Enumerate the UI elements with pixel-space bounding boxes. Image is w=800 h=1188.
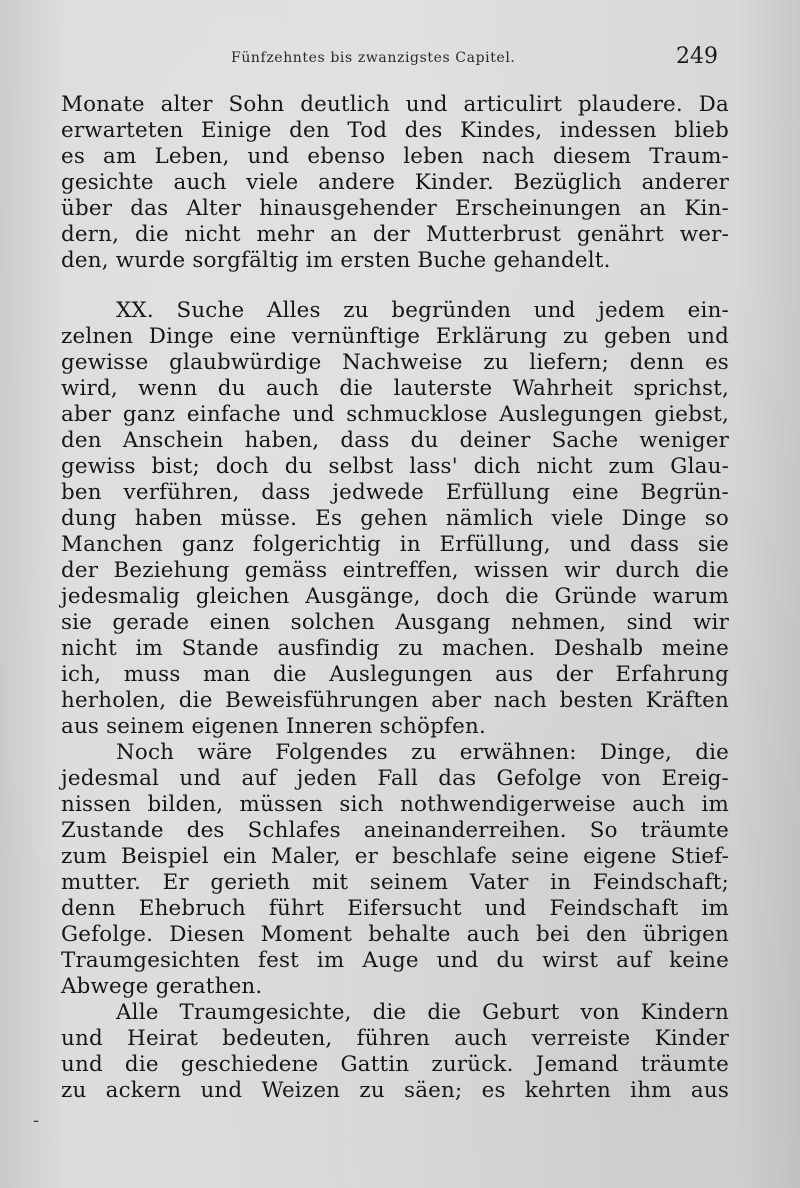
text-line: Zustande des Schlafes aneinanderreihen. So träumte — [61, 818, 729, 843]
text-line: ich, muss man die Auslegungen aus der Erfahrung — [61, 662, 729, 687]
text-line: herholen, die Beweisführungen aber nach besten Kräften — [61, 688, 729, 713]
text-line: ben verführen, dass jedwede Erfüllung eine Begrün- — [61, 480, 729, 505]
text-line: XX. Suche Alles zu begründen und jedem ein- — [116, 298, 729, 323]
text-line: es am Leben, und ebenso leben nach diesem Traum- — [61, 144, 729, 169]
text-line: gewiss bist; doch du selbst lass' dich nicht zum Glau- — [61, 454, 729, 479]
text-line: Monate alter Sohn deutlich und articulirt plaudere. Da — [61, 92, 729, 117]
text-line: wird, wenn du auch die lauterste Wahrheit sprichst, — [61, 376, 729, 401]
text-line: den Anschein haben, dass du deiner Sache weniger — [61, 428, 729, 453]
text-line: zu ackern und Weizen zu säen; es kehrten ihm aus — [61, 1078, 729, 1103]
paragraph-gap — [61, 274, 729, 298]
text-line: nissen bilden, müssen sich nothwendigerweise auch im — [61, 792, 729, 817]
text-line: Noch wäre Folgendes zu erwähnen: Dinge, die — [116, 740, 729, 765]
text-line: aus seinem eigenen Inneren schöpfen. — [61, 714, 486, 739]
text-line: nicht im Stande ausfindig zu machen. Deshalb meine — [61, 636, 729, 661]
paragraph — [61, 298, 729, 740]
text-line: Alle Traumgesichte, die die Geburt von Kindern — [116, 1000, 729, 1025]
text-line: dung haben müsse. Es gehen nämlich viele Dinge so — [61, 506, 729, 531]
page-number: 249 — [676, 44, 718, 69]
text-line: gesichte auch viele andere Kinder. Bezüglich anderer — [61, 170, 729, 195]
page-body — [61, 92, 729, 1104]
text-line: den, wurde sorgfältig im ersten Buche gehandelt. — [61, 248, 611, 273]
text-line: dern, die nicht mehr an der Mutterbrust genährt wer- — [61, 222, 729, 247]
text-line: und die geschiedene Gattin zurück. Jemand träumte — [61, 1052, 729, 1077]
running-head: Fünfzehntes bis zwanzigstes Capitel. — [231, 50, 516, 66]
text-line: denn Ehebruch führt Eifersucht und Feindschaft im — [61, 896, 729, 921]
text-line: über das Alter hinausgehender Erscheinungen an Kin- — [61, 196, 729, 221]
text-line: gewisse glaubwürdige Nachweise zu liefern; denn es — [61, 350, 729, 375]
paragraph — [61, 740, 729, 1000]
text-line: Abwege gerathen. — [61, 974, 263, 999]
text-line: jedesmalig gleichen Ausgänge, doch die Gründe warum — [61, 584, 729, 609]
text-line: Manchen ganz folgerichtig in Erfüllung, und dass sie — [61, 532, 729, 557]
text-line: mutter. Er gerieth mit seinem Vater in Feindschaft; — [61, 870, 729, 895]
text-line: Traumgesichten fest im Auge und du wirst auf keine — [61, 948, 729, 973]
text-line: aber ganz einfache und schmucklose Auslegungen giebst, — [61, 402, 729, 427]
paragraph — [61, 92, 729, 274]
text-line: und Heirat bedeuten, führen auch verreiste Kinder — [61, 1026, 729, 1051]
text-line: sie gerade einen solchen Ausgang nehmen, sind wir — [61, 610, 729, 635]
text-line: zelnen Dinge eine vernünftige Erklärung zu geben und — [61, 324, 729, 349]
paragraph — [61, 1000, 729, 1104]
text-line: jedesmal und auf jeden Fall das Gefolge von Ereig- — [61, 766, 729, 791]
page-header — [0, 44, 800, 74]
text-line: Gefolge. Diesen Moment behalte auch bei den übrigen — [61, 922, 729, 947]
margin-mark: - — [33, 1110, 40, 1131]
text-line: der Beziehung gemäss eintreffen, wissen wir durch die — [61, 558, 729, 583]
text-line: erwarteten Einige den Tod des Kindes, indessen blieb — [61, 118, 729, 143]
text-line: zum Beispiel ein Maler, er beschlafe seine eigene Stief- — [61, 844, 729, 869]
